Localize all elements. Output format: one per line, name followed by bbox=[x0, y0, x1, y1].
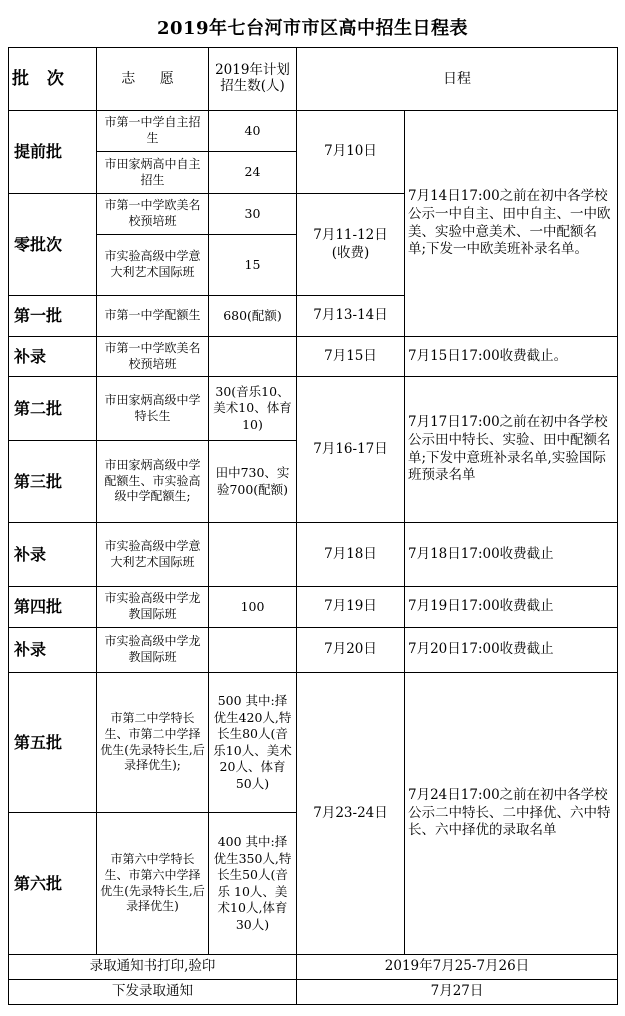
batch-cell: 提前批 bbox=[9, 111, 97, 194]
note-cell: 7月14日17:00之前在初中各学校公示一中自主、田中自主、一中欧美、实验中意美术、一中配额名单;下发一中欧美班补录名单。 bbox=[405, 111, 618, 337]
table-row bbox=[9, 377, 618, 441]
footer-value: 7月27日 bbox=[297, 980, 618, 1005]
footer-label: 录取通知书打印,验印 bbox=[9, 955, 297, 980]
plan-cell: 24 bbox=[209, 152, 297, 194]
date-cell: 7月10日 bbox=[297, 111, 405, 194]
table-row bbox=[9, 523, 618, 587]
header-schedule: 日程 bbox=[297, 48, 618, 111]
note-cell: 7月18日17:00收费截止 bbox=[405, 523, 618, 587]
note-cell: 7月17日17:00之前在初中各学校公示田中特长、实验、田中配额名单;下发中意班补录名单,实验国际班预录名单 bbox=[405, 377, 618, 523]
note-cell: 7月15日17:00收费截止。 bbox=[405, 337, 618, 377]
plan-cell: 500 其中:择优生420人,特长生80人(音乐10人、美术20人、体育50人) bbox=[209, 673, 297, 813]
volunteer-cell: 市第一中学欧美名校预培班 bbox=[97, 194, 209, 235]
table-row bbox=[9, 587, 618, 628]
volunteer-cell: 市实验高级中学意大利艺术国际班 bbox=[97, 523, 209, 587]
page-title: 2019年七台河市市区高中招生日程表 bbox=[156, 18, 469, 39]
plan-cell: 400 其中:择优生350人,特长生50人(音乐 10人、美术10人,体育30人) bbox=[209, 813, 297, 955]
header-row bbox=[9, 48, 618, 111]
date-cell bbox=[297, 194, 405, 296]
table-row bbox=[9, 337, 618, 377]
plan-cell: 田中730、实验700(配额) bbox=[209, 441, 297, 523]
footer-row bbox=[9, 955, 618, 980]
plan-cell: 30 bbox=[209, 194, 297, 235]
header-batch: 批 次 bbox=[9, 48, 97, 111]
date-text: 7月11-12日 bbox=[313, 226, 388, 243]
batch-cell: 第二批 bbox=[9, 377, 97, 441]
date-cell: 7月19日 bbox=[297, 587, 405, 628]
table-row bbox=[9, 111, 618, 152]
plan-cell: 680(配额) bbox=[209, 296, 297, 337]
volunteer-cell: 市田家炳高中自主招生 bbox=[97, 152, 209, 194]
volunteer-cell: 市第二中学特长生、市第二中学择优生(先录特长生,后录择优生); bbox=[97, 673, 209, 813]
date-cell: 7月16-17日 bbox=[297, 377, 405, 523]
table-row bbox=[9, 628, 618, 673]
plan-cell bbox=[209, 523, 297, 587]
volunteer-cell: 市实验高级中学意大利艺术国际班 bbox=[97, 235, 209, 296]
note-cell: 7月19日17:00收费截止 bbox=[405, 587, 618, 628]
volunteer-cell: 市第一中学配额生 bbox=[97, 296, 209, 337]
plan-cell: 40 bbox=[209, 111, 297, 152]
note-cell: 7月20日17:00收费截止 bbox=[405, 628, 618, 673]
date-cell: 7月15日 bbox=[297, 337, 405, 377]
batch-cell: 第一批 bbox=[9, 296, 97, 337]
footer-row bbox=[9, 980, 618, 1005]
batch-cell: 第三批 bbox=[9, 441, 97, 523]
date-cell: 7月20日 bbox=[297, 628, 405, 673]
plan-cell bbox=[209, 628, 297, 673]
batch-cell: 补录 bbox=[9, 523, 97, 587]
header-plan: 2019年计划招生数(人) bbox=[209, 48, 297, 111]
volunteer-cell: 市田家炳高级中学特长生 bbox=[97, 377, 209, 441]
footer-value: 2019年7月25-7月26日 bbox=[297, 955, 618, 980]
header-volunteer: 志 愿 bbox=[97, 48, 209, 111]
volunteer-cell: 市第一中学欧美名校预培班 bbox=[97, 337, 209, 377]
date-cell: 7月23-24日 bbox=[297, 673, 405, 955]
table-row bbox=[9, 673, 618, 813]
note-cell: 7月24日17:00之前在初中各学校公示二中特长、二中择优、六中特长、六中择优的录取名单 bbox=[405, 673, 618, 955]
date-cell: 7月18日 bbox=[297, 523, 405, 587]
batch-cell: 第五批 bbox=[9, 673, 97, 813]
volunteer-cell: 市第一中学自主招生 bbox=[97, 111, 209, 152]
volunteer-cell: 市第六中学特长生、市第六中学择优生(先录特长生,后录择优生) bbox=[97, 813, 209, 955]
schedule-table bbox=[8, 47, 618, 1005]
footer-label: 下发录取通知 bbox=[9, 980, 297, 1005]
batch-cell: 补录 bbox=[9, 628, 97, 673]
batch-cell: 零批次 bbox=[9, 194, 97, 296]
volunteer-cell: 市实验高级中学龙教国际班 bbox=[97, 587, 209, 628]
plan-cell: 100 bbox=[209, 587, 297, 628]
volunteer-cell: 市田家炳高级中学配额生、市实验高级中学配额生; bbox=[97, 441, 209, 523]
volunteer-cell: 市实验高级中学龙教国际班 bbox=[97, 628, 209, 673]
plan-cell: 15 bbox=[209, 235, 297, 296]
date-cell: 7月13-14日 bbox=[297, 296, 405, 337]
date-subtext: (收费) bbox=[331, 244, 370, 261]
plan-cell: 30(音乐10、美术10、体育10) bbox=[209, 377, 297, 441]
batch-cell: 第六批 bbox=[9, 813, 97, 955]
plan-cell bbox=[209, 337, 297, 377]
batch-cell: 补录 bbox=[9, 337, 97, 377]
batch-cell: 第四批 bbox=[9, 587, 97, 628]
